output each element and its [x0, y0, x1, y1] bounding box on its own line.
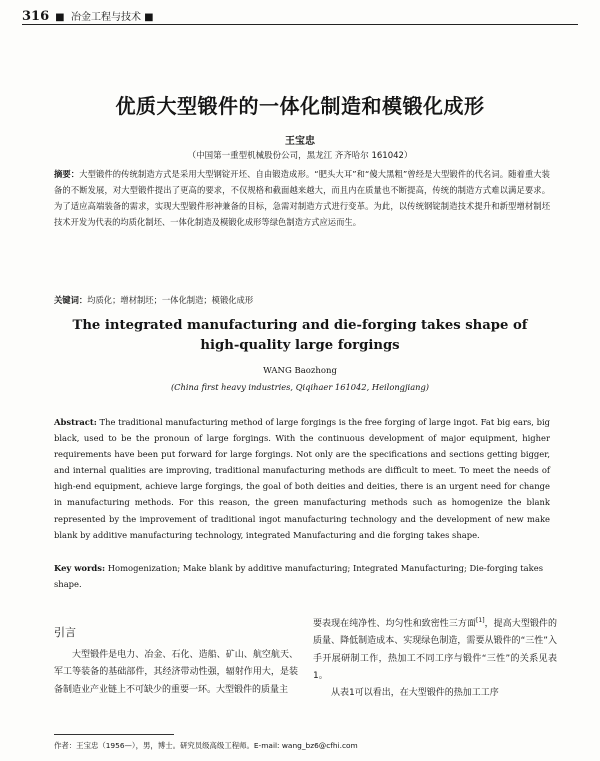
keywords-cn-label: 关键词： [54, 295, 88, 305]
keywords-en-text: Homogenization; Make blank by additive manufacturing; Integrated Manufacturing; Die-forging takes shape. [54, 563, 543, 589]
keywords-en-label: Key words: [54, 563, 106, 573]
body-right-column [313, 612, 557, 702]
author-en: WANG Baozhong [263, 366, 337, 376]
affiliation-cn: （中国第一重型机械股份公司，黑龙江 齐齐哈尔 161042） [187, 151, 413, 161]
header-rule [22, 24, 578, 25]
author-footnote: 作者：王宝忠（1956—），男，博士。研究员级高级工程师。E-mail: wang_bz6@cfhi.com [54, 741, 358, 750]
journal-name: 冶金工程与技术 [70, 12, 141, 23]
title-cn: 优质大型锻件的一体化制造和模锻化成形 [115, 94, 485, 118]
citation-ref: [1] [476, 617, 485, 624]
keywords-cn-text: 均质化；增材制坯；一体化制造；模锻化成形 [87, 295, 254, 305]
abstract-en [54, 414, 550, 543]
body-right-paragraph-1: 要表现在纯净性、均匀性和致密性三方面[1]，提高大型锻件的质量、降低制造成本、实现绿色制造，需要从锻件的“三性”入手开展研制工作，热加工不同工序与锻件“三性”的关系见表1。 [313, 617, 557, 681]
author-cn: 王宝忠 [285, 136, 315, 147]
keywords-cn [54, 294, 550, 306]
abstract-cn-text: 大型锻件的传统制造方式是采用大型钢锭开坯、自由锻造成形。“肥头大耳”和“傻大黑粗”曾经是大型锻件的代名词。随着重大装备的不断发展，对大型锻件提出了更高的要求，不仅规格和截面越来越大，而且内在质量也不断提高，传统的制造方式难以满足要求。为了适应高端装备的需求，实现大型锻件形神兼备的目标，急需对制造方式进行变革。为此，以传统钢锭制造技术提升和新型增材制坯技术开发为代表的均质化制坯、一体化制造及模锻化成形等绿色制造方式应运而生。 [54, 169, 550, 227]
keywords-en [54, 560, 550, 592]
page-number: 316 [22, 9, 50, 24]
body-left-column: 大型锻件是电力、冶金、石化、造船、矿山、航空航天、军工等装备的基础部件，其经济带动性强，辐射作用大，是装备制造业产业链上不可缺少的重要一环。大型锻件的质量主 [54, 650, 298, 695]
abstract-cn-label: 摘要： [54, 169, 80, 179]
abstract-en-text: The traditional manufacturing method of large forgings is the free forging of large ingot. Fat big ears, big black, used to be the pronoun of large forgings. With the continuous development of major equipment, higher requirements have been put forward for large forgings. Not only are the specifications and sections getting bigger, and internal qualities are improving, traditional manufacturing methods are difficult to meet. To meet the needs of high-end equipment, achieve large forgings, the goal of both deities and deities, there is an urgent need for change in manufacturing methods. For this reason, the green manufacturing methods such as homogenize the blank represented by the improvement of traditional ingot manufacturing technology and the development of new make blank by additive manufacturing technology, integrated Manufacturing and die forging takes shape. [54, 417, 550, 540]
section-title: 引言 [54, 626, 76, 639]
running-header: 316 ■ 冶金工程与技术 ■ [22, 9, 154, 24]
footnote-rule [54, 734, 174, 735]
affiliation-en: (China first heavy industries, Qiqihaer 161042, Heilongjiang) [170, 382, 430, 392]
abstract-en-label: Abstract: [54, 417, 97, 427]
title-en: The integrated manufacturing and die-forging takes shape of high-quality large forgings [72, 318, 528, 353]
abstract-cn [54, 166, 550, 230]
body-right-paragraph-2: 从表1可以看出，在大型锻件的热加工工序 [331, 688, 499, 699]
